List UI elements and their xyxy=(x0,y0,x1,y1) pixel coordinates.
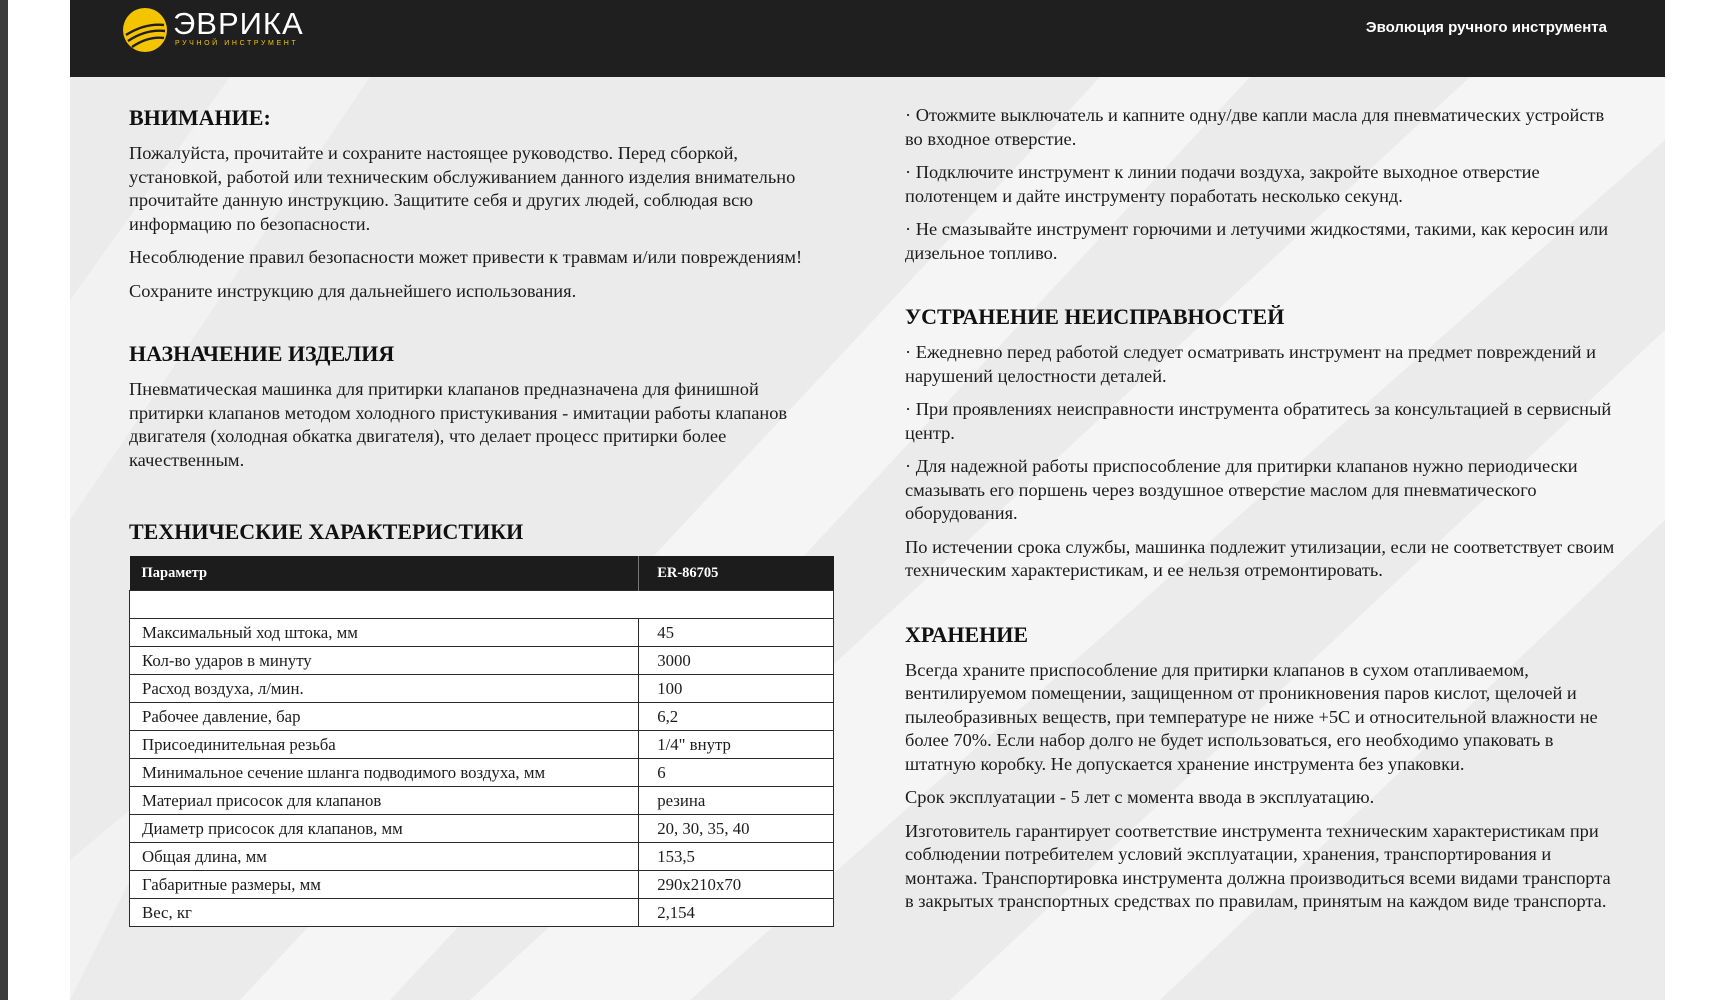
viewer-left-edge xyxy=(0,0,8,1000)
logo-name: ЭВРИКА xyxy=(173,6,304,41)
value-cell: 6 xyxy=(639,759,834,787)
param-cell: Общая длина, мм xyxy=(130,843,639,871)
param-cell: Диаметр присосок для клапанов, мм xyxy=(130,815,639,843)
table-row xyxy=(130,675,834,703)
storage-title: ХРАНЕНИЕ xyxy=(905,621,1029,647)
storage-section xyxy=(905,621,1615,914)
maintenance-item: · Не смазывайте инструмент горючими и летучими жидкостями, такими, как керосин или дизельное топливо. xyxy=(905,219,1609,263)
maintenance-item: · Отожмите выключатель и капните одну/две капли масла для пневматических устройств во входное отверстие. xyxy=(905,105,1605,149)
param-cell: Присоединительная резьба xyxy=(130,731,639,759)
param-cell: Габаритные размеры, мм xyxy=(130,871,639,899)
param-cell: Материал присосок для клапанов xyxy=(130,787,639,815)
troubleshooting-paragraph: · Ежедневно перед работой следует осматривать инструмент на предмет повреждений и нарушений целостности деталей. xyxy=(905,342,1596,386)
param-cell: Расход воздуха, л/мин. xyxy=(130,675,639,703)
param-cell: Максимальный ход штока, мм xyxy=(130,619,639,647)
table-row xyxy=(130,759,834,787)
purpose-paragraph: Пневматическая машинка для притирки клапанов предназначена для финишной притирки клапанов методом холодного пристукивания - имитации работы клапанов двигателя (холодная обкатка двигателя), что делает процесс притирки более качественным. xyxy=(129,379,788,470)
specs-title: ТЕХНИЧЕСКИЕ ХАРАКТЕРИСТИКИ xyxy=(129,519,524,544)
manual-page xyxy=(70,0,1665,1000)
value-cell: 1/4" внутр xyxy=(639,731,834,759)
troubleshooting-paragraph: · Для надежной работы приспособление для притирки клапанов нужно периодически смазывать его поршень через воздушное отверстие маслом для пневматического оборудования. xyxy=(905,456,1578,523)
table-row xyxy=(130,843,834,871)
storage-paragraph: Изготовитель гарантирует соответствие инструмента техническим характеристикам при соблюдении потребителем условий эксплуатации, хранения, транспортирования и монтажа. Транспортировка инструмента должна производиться всеми видами транспорта в закрытых транспортных средствах по правилам, принятым на каждом виде транспорта. xyxy=(905,820,1611,911)
brand-logo xyxy=(120,5,310,53)
warning-paragraph: Несоблюдение правил безопасности может привести к травмам и/или повреждениям! xyxy=(129,247,803,267)
troubleshooting-paragraph: · При проявлениях неисправности инструмента обратитесь за консультацией в сервисный центр. xyxy=(905,399,1612,443)
troubleshooting-section xyxy=(905,303,1615,583)
param-cell: Вес, кг xyxy=(130,899,639,927)
specs-table xyxy=(129,556,834,927)
warning-paragraph: Сохраните инструкцию для дальнейшего использования. xyxy=(129,280,577,301)
table-row xyxy=(130,647,834,675)
table-row xyxy=(130,619,834,647)
param-cell: Кол-во ударов в минуту xyxy=(130,647,639,675)
value-cell: 2,154 xyxy=(639,899,834,927)
param-cell: Рабочее давление, бар xyxy=(130,703,639,731)
table-row xyxy=(130,815,834,843)
warning-title: ВНИМАНИЕ: xyxy=(129,105,271,130)
troubleshooting-title: УСТРАНЕНИЕ НЕИСПРАВНОСТЕЙ xyxy=(905,304,1285,329)
header-tagline: Эволюция ручного инструмента xyxy=(1365,19,1607,36)
purpose-title: НАЗНАЧЕНИЕ ИЗДЕЛИЯ xyxy=(129,341,395,366)
page-header xyxy=(70,0,1665,77)
troubleshooting-paragraph: По истечении срока службы, машинка подлежит утилизации, если не соответствует своим техническим характеристикам, и ее нельзя отремонтировать. xyxy=(905,536,1615,580)
table-row xyxy=(130,871,834,899)
header-parameter: Параметр xyxy=(130,556,639,591)
value-cell: 6,2 xyxy=(639,703,834,731)
warning-section xyxy=(129,104,834,303)
right-column xyxy=(905,104,1615,924)
logo-subtitle: РУЧНОЙ ИНСТРУМЕНТ xyxy=(175,40,299,47)
value-cell: 100 xyxy=(639,675,834,703)
storage-paragraph: Срок эксплуатации - 5 лет с момента ввода в эксплуатацию. xyxy=(905,787,1375,807)
header-model: ER-86705 xyxy=(639,556,834,591)
table-row xyxy=(130,899,834,927)
table-row xyxy=(130,703,834,731)
logo-sun-icon xyxy=(120,5,170,55)
maintenance-item: · Подключите инструмент к линии подачи воздуха, закройте выходное отверстие полотенцем и дайте инструменту поработать несколько секунд. xyxy=(905,162,1540,206)
maintenance-section xyxy=(905,104,1615,265)
left-column xyxy=(129,104,834,927)
specs-section xyxy=(129,518,834,927)
value-cell: 3000 xyxy=(639,647,834,675)
table-row xyxy=(130,787,834,815)
value-cell: 290x210x70 xyxy=(639,871,834,899)
value-cell: резина xyxy=(639,787,834,815)
purpose-section xyxy=(129,340,834,472)
value-cell: 153,5 xyxy=(639,843,834,871)
storage-paragraph: Всегда храните приспособление для притирки клапанов в сухом отапливаемом, вентилируемом помещении, защищенном от проникновения паров кислот, щелочей и пылеобразивных веществ, при температуре не ниже +5С и относительной влажности не более 70%. Если набор долго не будет использоваться, его необходимо упаковать в штатную коробку. Не допускается хранение инструмента без упаковки. xyxy=(905,659,1598,774)
value-cell: 20, 30, 35, 40 xyxy=(639,815,834,843)
table-row xyxy=(130,731,834,759)
param-cell: Минимальное сечение шланга подводимого воздуха, мм xyxy=(130,759,639,787)
warning-paragraph: Пожалуйста, прочитайте и сохраните настоящее руководство. Перед сборкой, установкой, работой или техническим обслуживанием данного изделия внимательно прочитайте данную инструкцию. Защитите себя и других людей, соблюдая всю информацию по безопасности. xyxy=(129,143,796,234)
value-cell: 45 xyxy=(639,619,834,647)
specs-header-row xyxy=(130,556,834,591)
